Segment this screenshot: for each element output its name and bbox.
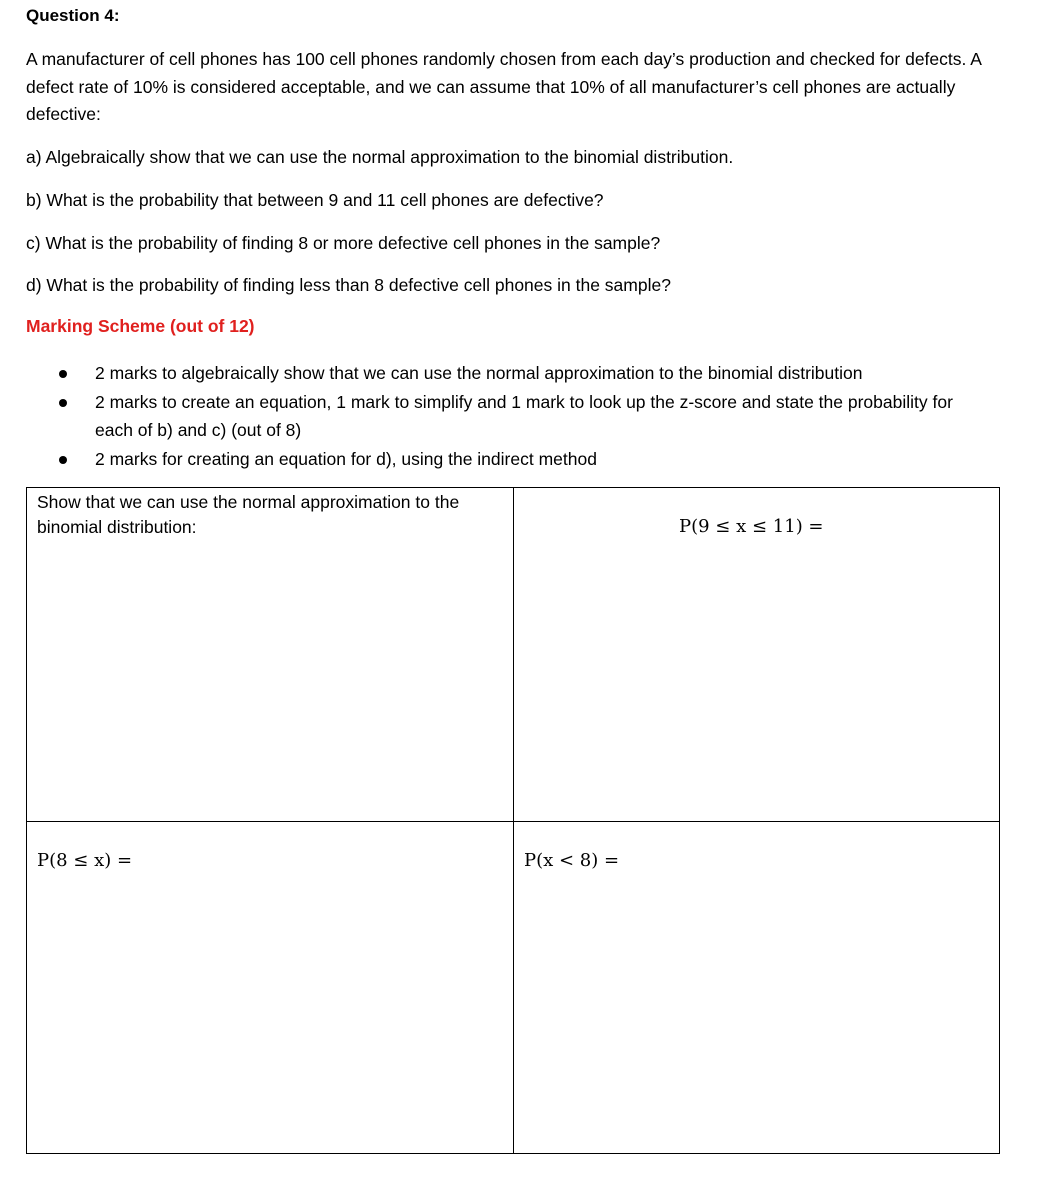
bullet-icon (59, 456, 67, 464)
question-intro: A manufacturer of cell phones has 100 cell phones randomly chosen from each day’s production and checked for defects. A defect rate of 10% is considered acceptable, and we can assume that 10% of all manufacturer’s cell phones are actually defective: (26, 49, 981, 124)
answer-box-part-d[interactable] (514, 822, 999, 1153)
answer-grid (26, 487, 1000, 1154)
question-part-c: c) What is the probability of finding 8 or more defective cell phones in the sample? (26, 233, 661, 253)
bullet-icon (59, 399, 67, 407)
question-part-a: a) Algebraically show that we can use the normal approximation to the binomial distribution. (26, 147, 734, 167)
probability-expression-c: P(8 ≤ x) = (37, 850, 133, 871)
marking-scheme-item-text: 2 marks for creating an equation for d), using the indirect method (95, 448, 597, 469)
marking-scheme-title: Marking Scheme (out of 12) (26, 316, 255, 336)
answer-box-part-b[interactable] (514, 488, 999, 822)
answer-box-prompt: Show that we can use the normal approximation to the binomial distribution: (37, 492, 460, 537)
marking-scheme-item (26, 445, 986, 474)
marking-scheme-item (26, 388, 986, 445)
marking-scheme-item-text: 2 marks to create an equation, 1 mark to simplify and 1 mark to look up the z-score and state the probability for each of b) and c) (out of 8) (95, 391, 953, 440)
question-title: Question 4: (26, 6, 120, 25)
marking-scheme-list (26, 359, 986, 473)
probability-expression-d: P(x < 8) = (524, 850, 620, 871)
marking-scheme-item-text: 2 marks to algebraically show that we can use the normal approximation to the binomial distribution (95, 363, 863, 383)
answer-box-normal-approximation[interactable] (27, 488, 514, 822)
question-part-b: b) What is the probability that between 9 and 11 cell phones are defective? (26, 190, 604, 210)
answer-box-part-c[interactable] (27, 822, 514, 1153)
probability-expression-b: P(9 ≤ x ≤ 11) = (679, 516, 824, 537)
bullet-icon (59, 370, 67, 378)
marking-scheme-item (26, 359, 986, 388)
question-part-d: d) What is the probability of finding less than 8 defective cell phones in the sample? (26, 275, 671, 295)
